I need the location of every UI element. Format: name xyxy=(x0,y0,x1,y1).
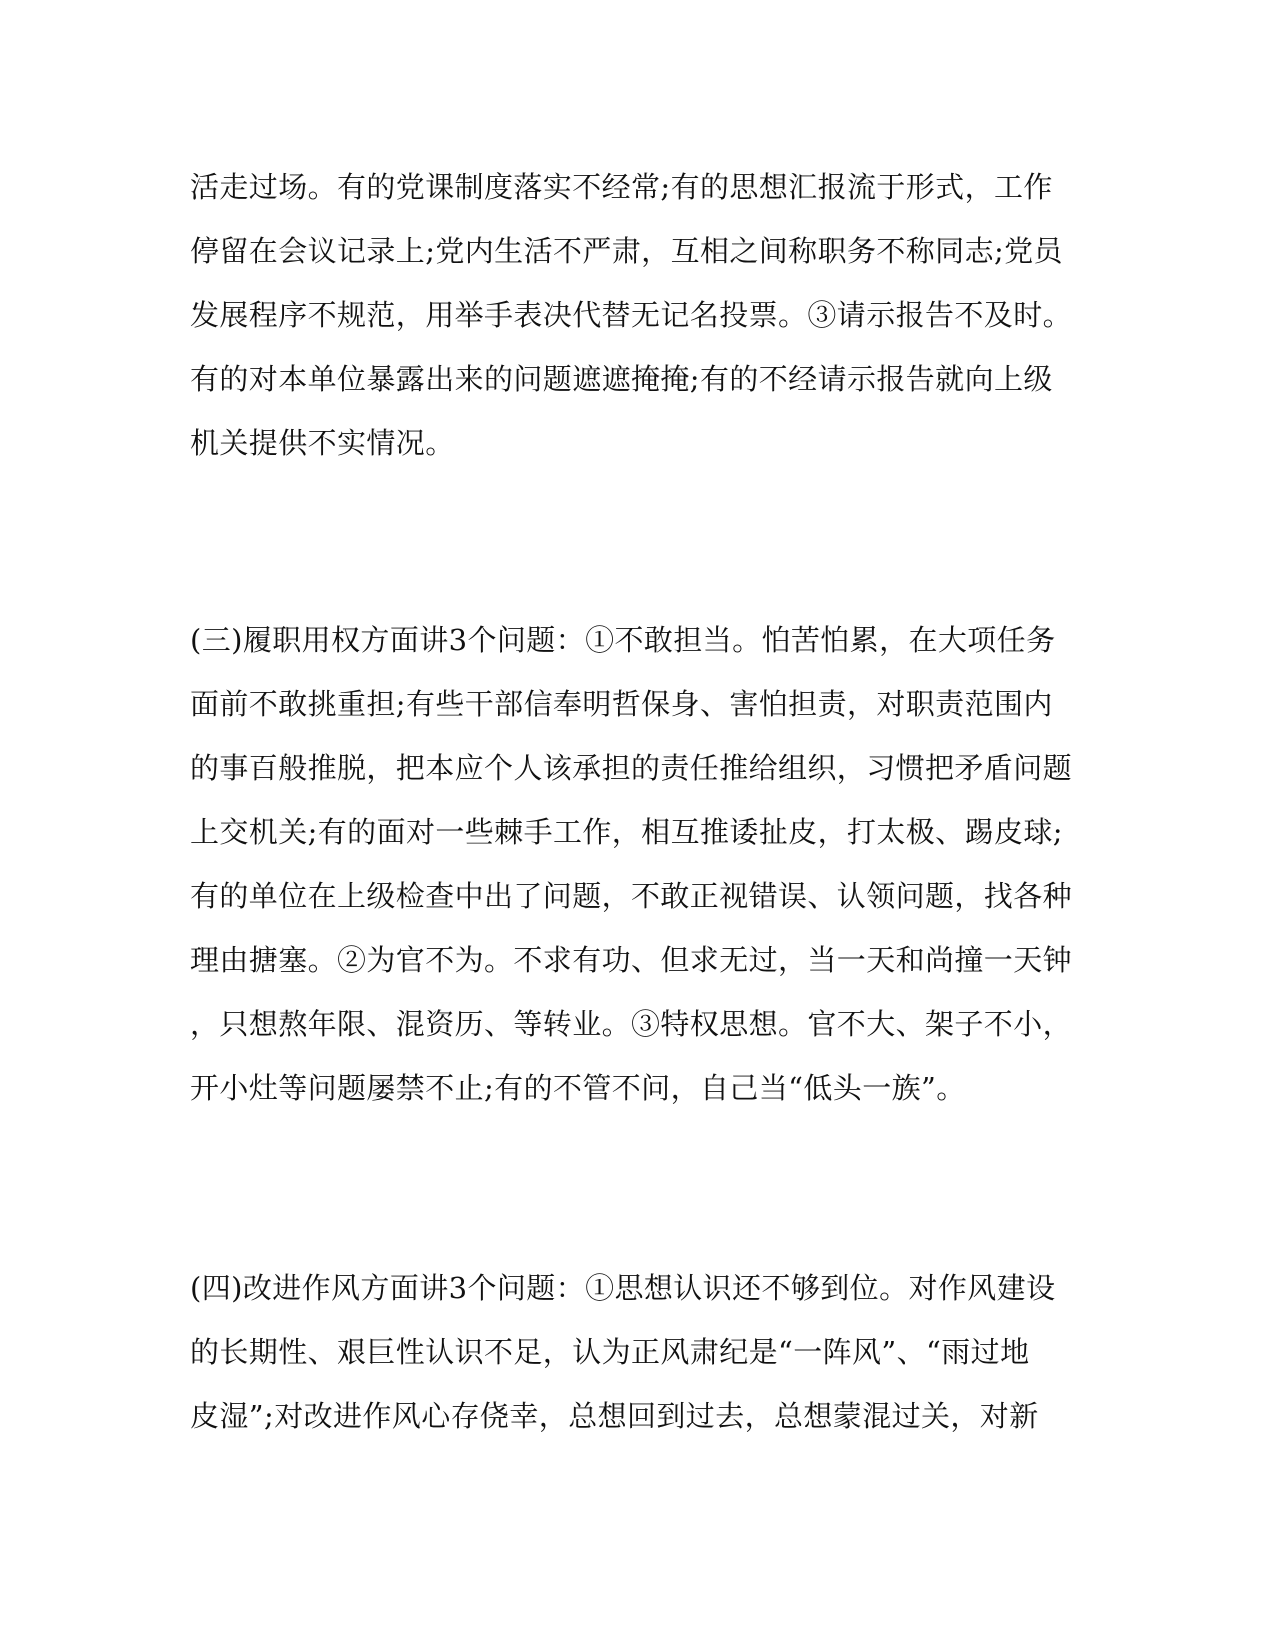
text-line: ，只想熬年限、混资历、等转业。③特权思想。官不大、架子不小， xyxy=(190,1007,1073,1041)
paragraph-party-life-continued xyxy=(190,155,1090,475)
text-line: 面前不敢挑重担;有些干部信奉明哲保身、害怕担责，对职责范围内 xyxy=(190,687,1053,721)
text-line: 机关提供不实情况。 xyxy=(190,426,455,460)
text-line: 上交机关;有的面对一些棘手工作，相互推诿扯皮，打太极、踢皮球; xyxy=(190,815,1063,849)
text-line: 发展程序不规范，用举手表决代替无记名投票。③请示报告不及时。 xyxy=(190,298,1073,332)
text-line: (四)改进作风方面讲3个问题：①思想认识还不够到位。对作风建设 xyxy=(190,1271,1056,1305)
text-line: 有的单位在上级检查中出了问题，不敢正视错误、认领问题，找各种 xyxy=(190,879,1073,913)
text-line: 开小灶等问题屡禁不止;有的不管不问，自己当“低头一族”。 xyxy=(190,1071,966,1105)
text-line: 理由搪塞。②为官不为。不求有功、但求无过，当一天和尚撞一天钟 xyxy=(190,943,1073,977)
text-line: 的事百般推脱，把本应个人该承担的责任推给组织，习惯把矛盾问题 xyxy=(190,751,1073,785)
paragraph-section-four xyxy=(190,1256,1090,1448)
text-line: 的长期性、艰巨性认识不足，认为正风肃纪是“一阵风”、“雨过地 xyxy=(190,1335,1030,1369)
text-line: 停留在会议记录上;党内生活不严肃，互相之间称职务不称同志;党员 xyxy=(190,234,1063,268)
paragraph-section-three xyxy=(190,608,1090,1120)
text-line: 皮湿”;对改进作风心存侥幸，总想回到过去，总想蒙混过关，对新 xyxy=(190,1399,1039,1433)
text-line: 活走过场。有的党课制度落实不经常;有的思想汇报流于形式，工作 xyxy=(190,170,1053,204)
text-line: 有的对本单位暴露出来的问题遮遮掩掩;有的不经请示报告就向上级 xyxy=(190,362,1053,396)
text-line: (三)履职用权方面讲3个问题：①不敢担当。怕苦怕累，在大项任务 xyxy=(190,623,1056,657)
